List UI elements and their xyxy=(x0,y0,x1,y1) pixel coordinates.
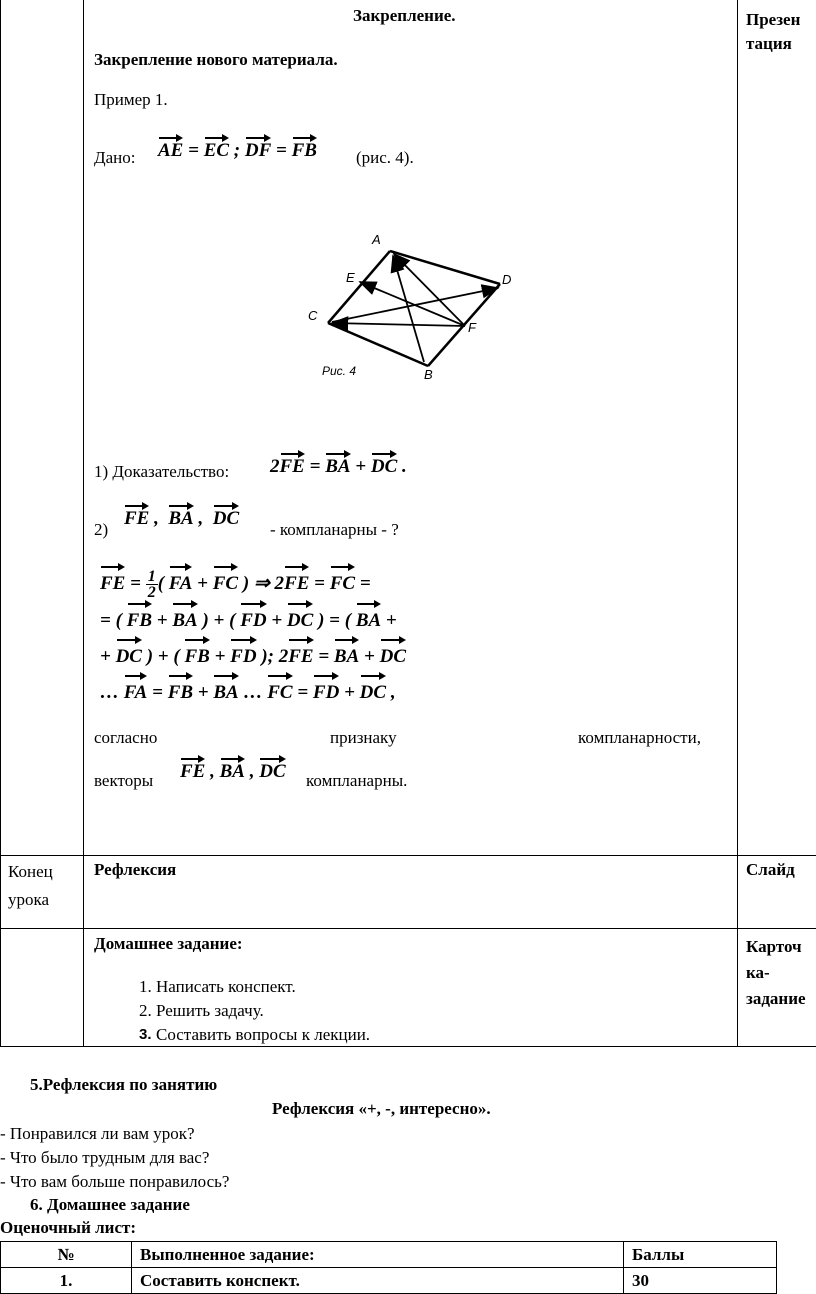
subheading: Закрепление нового материала. xyxy=(94,50,338,69)
list-item: 2. Решить задачу. xyxy=(139,1001,264,1020)
reflection-title: Рефлексия xyxy=(94,860,177,879)
resource-presentation: Презен тация xyxy=(746,10,801,53)
derivation xyxy=(100,563,406,708)
label-B: B xyxy=(424,367,433,382)
derivation-line-2: = ( FB + BA ) + ( FD + DC ) = ( BA + xyxy=(100,600,406,636)
list-item: 1. Написать конспект. xyxy=(139,977,296,996)
list-item: - Понравился ли вам урок? xyxy=(0,1124,195,1143)
cell-points: 30 xyxy=(624,1268,777,1294)
figure-4 xyxy=(300,226,530,386)
score-table xyxy=(0,1241,777,1294)
cell-number: 1. xyxy=(1,1268,132,1294)
homework-title: Домашнее задание: xyxy=(94,934,243,953)
table-header-row xyxy=(1,1242,777,1268)
table-divider-1 xyxy=(83,0,84,1046)
reflection-questions xyxy=(0,1122,229,1194)
given-label: Дано: xyxy=(94,148,136,167)
given-ref: (рис. 4). xyxy=(356,148,414,167)
conclusion-line2-start: векторы xyxy=(94,771,154,790)
given-formula: AE = EC ; DF = FB xyxy=(158,134,317,162)
task2-tail: - компланарны - ? xyxy=(270,520,399,539)
derivation-line-4: … FA = FB + BA … FC = FD + DC , xyxy=(100,672,406,708)
col-header-number: № xyxy=(1,1242,132,1268)
sheet-title: Оценочный лист: xyxy=(0,1218,137,1237)
conclusion-word-1: согласно xyxy=(94,728,158,747)
col-header-task: Выполненное задание: xyxy=(132,1242,624,1268)
conclusion-vectors: FE , BA , DC xyxy=(180,755,286,783)
section5-subheading: Рефлексия «+, -, интересно». xyxy=(272,1099,491,1118)
label-D: D xyxy=(502,272,512,287)
conclusion-word-2: признаку xyxy=(330,728,397,747)
col-header-points: Баллы xyxy=(624,1242,777,1268)
derivation-line-3: + DC ) + ( FB + FD ); 2FE = BA + DC xyxy=(100,636,406,672)
conclusion-line2-end: компланарны. xyxy=(306,771,408,790)
label-A: A xyxy=(372,232,381,247)
homework-list xyxy=(94,975,714,1047)
list-item: - Что вам больше понравилось? xyxy=(0,1172,230,1191)
stage-end-lesson: Конец урока xyxy=(8,862,53,909)
section6-heading: 6. Домашнее задание xyxy=(30,1195,190,1214)
table-border-left xyxy=(0,0,1,1046)
resource-card: Карточ ка- задание xyxy=(746,937,806,1008)
resource-slide: Слайд xyxy=(746,860,795,879)
task1-formula: 2FE = BA + DC . xyxy=(270,450,407,478)
list-item: - Что было трудным для вас? xyxy=(0,1148,210,1167)
example-label: Пример 1. xyxy=(94,90,168,109)
table-divider-2 xyxy=(737,0,738,1046)
derivation-line-1: FE = $\frac{1}{2}$ ( FA + FC ) ⇒ 2FE = FC = xyxy=(100,563,406,600)
section5-heading: 5.Рефлексия по занятию xyxy=(30,1075,218,1094)
conclusion-word-3: компланарности, xyxy=(578,728,701,747)
label-F: F xyxy=(468,320,476,335)
task2-label: 2) xyxy=(94,520,109,539)
table-row xyxy=(1,1268,777,1294)
task2-vectors: FE , BA , DC xyxy=(124,502,239,530)
stage-title: Закрепление. xyxy=(353,6,456,25)
list-item: 3. Составить вопросы к лекции. xyxy=(139,1025,371,1044)
label-C: C xyxy=(308,308,318,323)
cell-task: Составить конспект. xyxy=(132,1268,624,1294)
table-row-line-1 xyxy=(0,855,816,856)
label-E: E xyxy=(346,270,355,285)
table-row-line-2 xyxy=(0,928,816,929)
task1-label: 1) Доказательство: xyxy=(94,462,230,481)
figure-caption: Рис. 4 xyxy=(322,364,357,378)
